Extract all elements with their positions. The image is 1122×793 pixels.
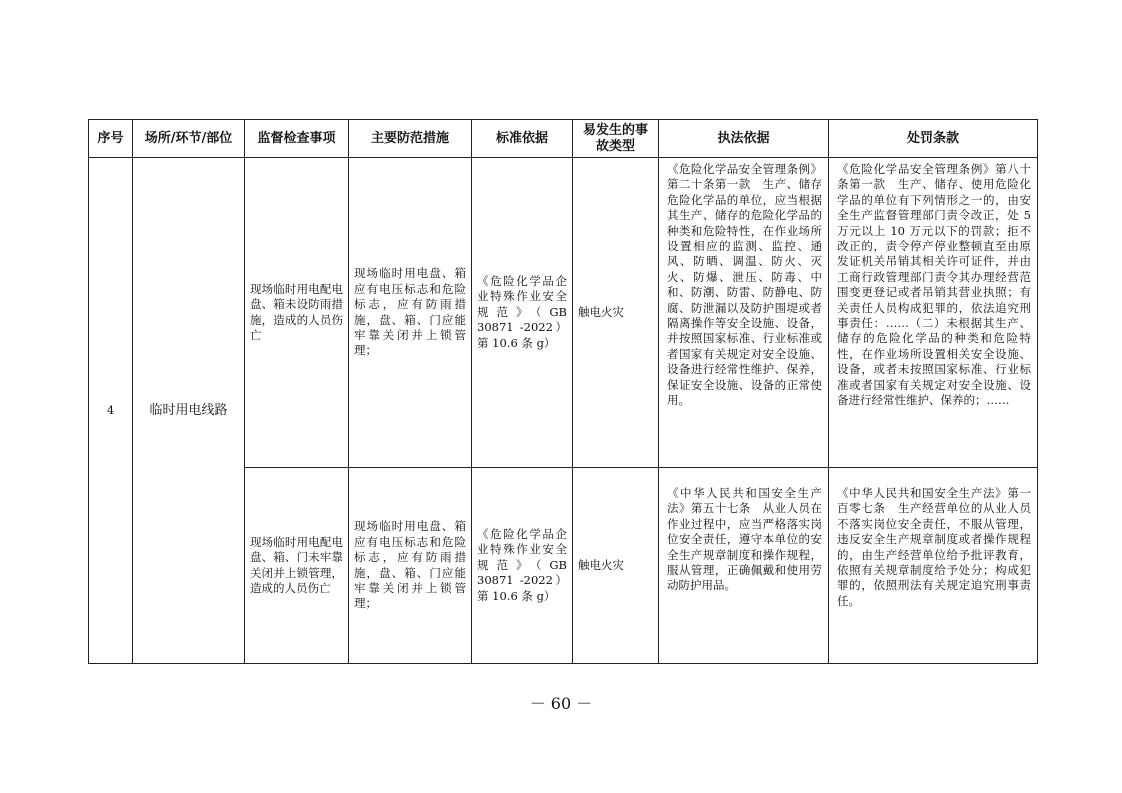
location-cell: 临时用电线路 bbox=[133, 158, 245, 664]
standard-cell: 《危险化学品企业特殊作业安全规范》（GB 30871 -2022）第 10.6 条 g） bbox=[472, 468, 573, 664]
header-penalty: 处罚条款 bbox=[829, 120, 1038, 158]
header-seq: 序号 bbox=[89, 120, 133, 158]
inspection-item-cell: 现场临时用电配电盘、箱、门未牢靠关闭并上锁管理，造成的人员伤亡 bbox=[245, 468, 349, 664]
header-legal-basis: 执法依据 bbox=[659, 120, 829, 158]
regulation-table bbox=[88, 119, 1038, 664]
inspection-item-cell: 现场临时用电配电盘、箱未设防雨措施，造成的人员伤亡 bbox=[245, 158, 349, 468]
measures-cell: 现场临时用电盘、箱应有电压标志和危险标志，应有防雨措施，盘、箱、门应能牢靠关闭并上锁管理； bbox=[349, 468, 472, 664]
measures-cell: 现场临时用电盘、箱应有电压标志和危险标志，应有防雨措施，盘、箱、门应能牢靠关闭并上锁管理； bbox=[349, 158, 472, 468]
penalty-cell: 《中华人民共和国安全生产法》第一百零七条 生产经营单位的从业人员不落实岗位安全责任，不服从管理，违反安全生产规章制度或者操作规程的，由生产经营单位给予批评教育，依照有关规章制度给予处分；构成犯罪的，依照刑法有关规定追究刑事责任。 bbox=[829, 468, 1038, 664]
page-number: － 60 － bbox=[529, 694, 593, 713]
header-standard: 标准依据 bbox=[472, 120, 573, 158]
table-row bbox=[89, 158, 1038, 468]
legal-basis-cell: 《中华人民共和国安全生产法》第五十七条 从业人员在作业过程中，应当严格落实岗位安全责任，遵守本单位的安全生产规章制度和操作规程，服从管理，正确佩戴和使用劳动防护用品。 bbox=[659, 468, 829, 664]
penalty-cell: 《危险化学品安全管理条例》第八十条第一款 生产、储存、使用危险化学品的单位有下列情形之一的，由安全生产监督管理部门责令改正，处 5 万元以上 10 万元以下的罚款；拒不改正的，责令停产停业整顿直至由原发证机关吊销其相关许可证件，并由工商行政管理部门责令其办理经营范围变更登记或者吊销其营业执照；有关责任人员构成犯罪的，依法追究刑事责任：……（二）未根据其生产、储存的危险化学品的种类和危险特性，在作业场所设置相关安全设施、设备，或者未按照国家标准、行业标准或者国家有关规定对安全设施、设备进行经常性维护、保养的；…… bbox=[829, 158, 1038, 468]
standard-cell: 《危险化学品企业特殊作业安全规范》（GB 30871 -2022）第 10.6 条 g） bbox=[472, 158, 573, 468]
header-row bbox=[89, 120, 1038, 158]
header-measures: 主要防范措施 bbox=[349, 120, 472, 158]
header-inspection-item: 监督检查事项 bbox=[245, 120, 349, 158]
accident-type-cell: 触电火灾 bbox=[573, 158, 659, 468]
legal-basis-cell: 《危险化学品安全管理条例》第二十条第一款 生产、储存危险化学品的单位，应当根据其生产、储存的危险化学品的种类和危险特性，在作业场所设置相应的监测、监控、通风、防晒、调温、防火、灭火、防爆、泄压、防毒、中和、防潮、防雷、防静电、防腐、防泄漏以及防护围堤或者隔离操作等安全设施、设备，并按照国家标准、行业标准或者国家有关规定对安全设施、设备进行经常性维护、保养，保证安全设施、设备的正常使用。 bbox=[659, 158, 829, 468]
header-accident-type: 易发生的事故类型 bbox=[573, 120, 659, 158]
seq-cell: 4 bbox=[89, 158, 133, 664]
header-location: 场所/环节/部位 bbox=[133, 120, 245, 158]
accident-type-cell: 触电火灾 bbox=[573, 468, 659, 664]
